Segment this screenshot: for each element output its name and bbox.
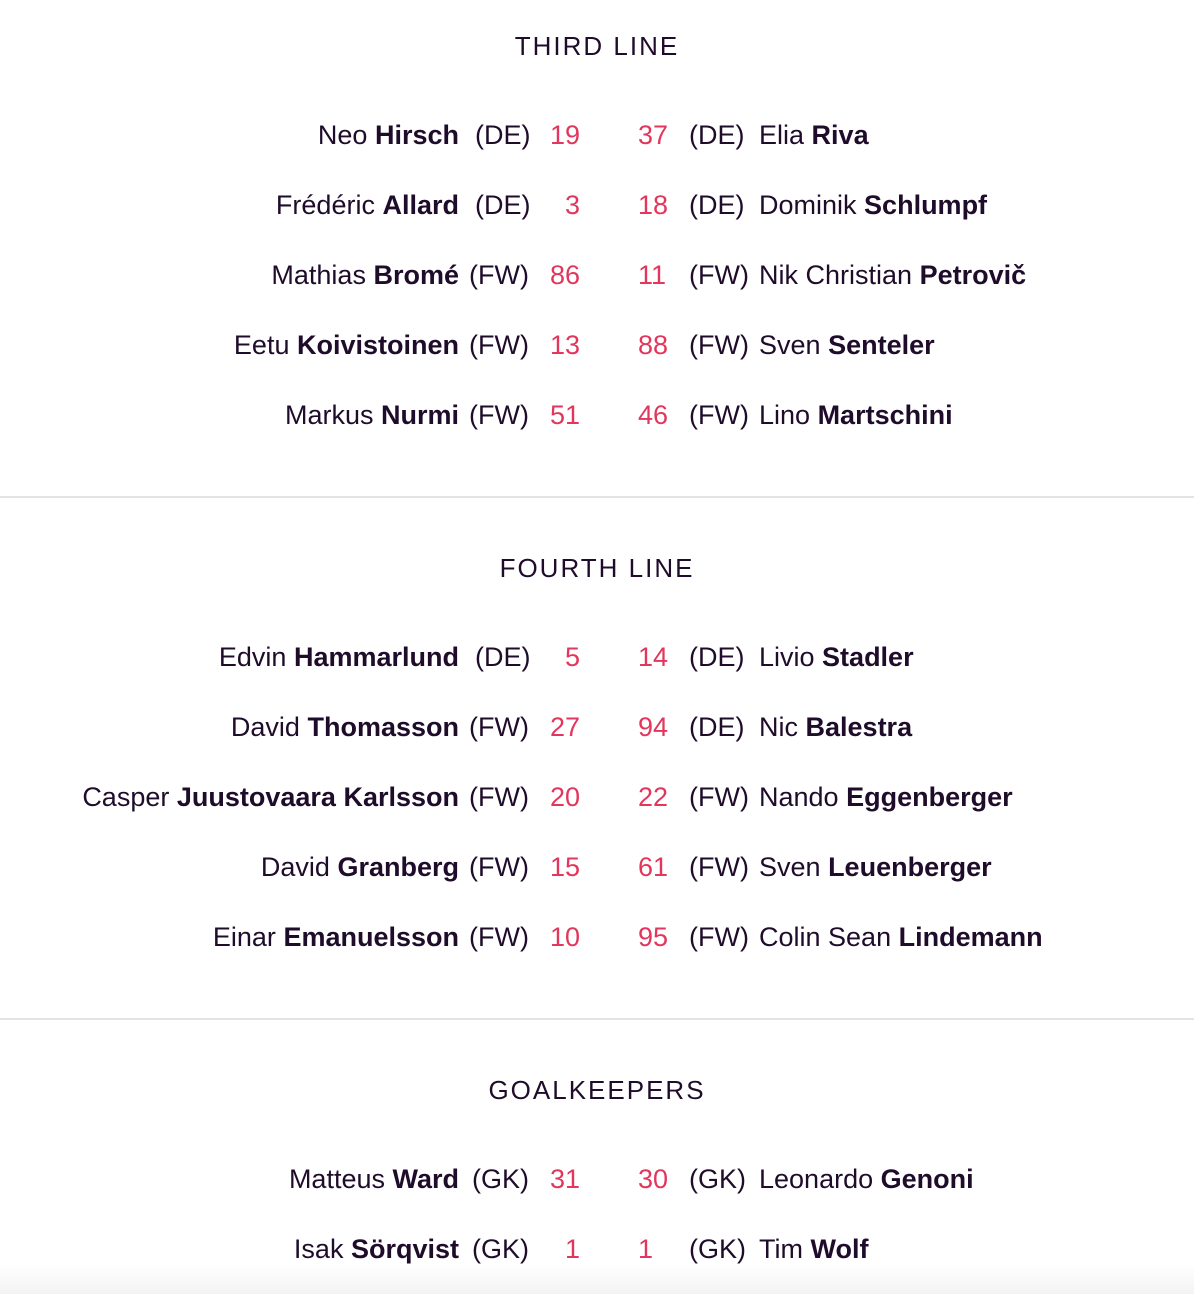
jersey-number-home: 19 [549, 120, 580, 150]
player-position-home: (FW) [469, 712, 529, 742]
player-position-home: (DE) [475, 190, 531, 220]
jersey-number-home: 20 [549, 782, 580, 812]
jersey-number-home: 15 [549, 852, 580, 882]
player-name-home[interactable]: Neo Hirsch [317, 120, 459, 150]
player-name-away[interactable]: Leonardo Genoni [759, 1164, 974, 1194]
player-name-home[interactable]: Edvin Hammarlund [218, 642, 459, 672]
lineup-row [0, 707, 1194, 747]
player-position-home: (DE) [475, 642, 531, 672]
player-name-away[interactable]: Elia Riva [759, 120, 869, 150]
lineup-row [0, 847, 1194, 887]
lineup-row [0, 185, 1194, 225]
player-position-home: (FW) [469, 400, 529, 430]
player-name-away[interactable]: Tim Wolf [759, 1234, 869, 1264]
player-position-away: (FW) [689, 852, 749, 882]
jersey-number-away: 61 [638, 852, 669, 882]
jersey-number-home: 31 [549, 1164, 580, 1194]
jersey-number-away: 18 [638, 190, 669, 220]
jersey-number-away: 95 [638, 922, 669, 952]
player-position-away: (DE) [689, 190, 745, 220]
jersey-number-away: 37 [638, 120, 669, 150]
player-position-away: (DE) [689, 642, 745, 672]
section-divider [0, 1018, 1194, 1020]
player-position-home: (FW) [469, 922, 529, 952]
player-name-away[interactable]: Nik Christian Petrovič [759, 260, 1027, 290]
lineup-row [0, 1159, 1194, 1199]
player-name-home[interactable]: Einar Emanuelsson [212, 922, 459, 952]
jersey-number-home: 5 [564, 642, 580, 672]
jersey-number-away: 22 [638, 782, 669, 812]
bottom-fade [0, 1264, 1194, 1294]
player-name-away[interactable]: Nando Eggenberger [759, 782, 1013, 812]
section-title: FOURTH LINE [499, 553, 695, 583]
jersey-number-away: 1 [638, 1234, 654, 1264]
player-position-home: (FW) [469, 852, 529, 882]
player-name-home[interactable]: Casper Juustovaara Karlsson [82, 782, 459, 812]
player-position-away: (DE) [689, 120, 745, 150]
player-name-away[interactable]: Sven Senteler [759, 330, 935, 360]
player-position-home: (FW) [469, 260, 529, 290]
lineup-row [0, 395, 1194, 435]
player-position-home: (FW) [469, 782, 529, 812]
player-position-away: (FW) [689, 400, 749, 430]
section-title: THIRD LINE [514, 31, 680, 61]
jersey-number-home: 1 [564, 1234, 580, 1264]
lineup-row [0, 1229, 1194, 1269]
lineup-row [0, 325, 1194, 365]
player-name-home[interactable]: Matteus Ward [288, 1164, 459, 1194]
jersey-number-away: 88 [638, 330, 669, 360]
player-position-away: (FW) [689, 260, 749, 290]
jersey-number-home: 13 [549, 330, 580, 360]
player-position-home: (FW) [469, 330, 529, 360]
player-position-home: (GK) [472, 1234, 529, 1264]
jersey-number-home: 86 [549, 260, 580, 290]
jersey-number-away: 46 [638, 400, 669, 430]
player-name-away[interactable]: Livio Stadler [759, 642, 914, 672]
lineup-row [0, 777, 1194, 817]
jersey-number-home: 10 [549, 922, 580, 952]
section-title: GOALKEEPERS [488, 1075, 706, 1105]
lineup-row [0, 637, 1194, 677]
player-position-home: (GK) [472, 1164, 529, 1194]
player-name-home[interactable]: Markus Nurmi [284, 400, 459, 430]
player-position-away: (FW) [689, 330, 749, 360]
player-name-away[interactable]: Nic Balestra [759, 712, 913, 742]
section-divider [0, 496, 1194, 498]
jersey-number-home: 3 [564, 190, 580, 220]
player-name-home[interactable]: David Granberg [260, 852, 459, 882]
player-position-away: (DE) [689, 712, 745, 742]
jersey-number-away: 94 [638, 712, 669, 742]
lineup-row [0, 255, 1194, 295]
player-name-home[interactable]: Eetu Koivistoinen [233, 330, 459, 360]
player-name-away[interactable]: Lino Martschini [759, 400, 953, 430]
jersey-number-away: 11 [638, 260, 667, 290]
player-name-home[interactable]: David Thomasson [230, 712, 459, 742]
jersey-number-away: 30 [638, 1164, 669, 1194]
player-name-home[interactable]: Mathias Bromé [271, 260, 459, 290]
lineup-row [0, 917, 1194, 957]
jersey-number-home: 27 [549, 712, 580, 742]
player-name-away[interactable]: Sven Leuenberger [759, 852, 992, 882]
jersey-number-away: 14 [638, 642, 669, 672]
player-position-away: (GK) [689, 1234, 746, 1264]
jersey-number-home: 51 [549, 400, 580, 430]
player-name-away[interactable]: Colin Sean Lindemann [759, 922, 1043, 952]
player-name-away[interactable]: Dominik Schlumpf [759, 190, 988, 220]
player-position-away: (FW) [689, 922, 749, 952]
player-position-away: (FW) [689, 782, 749, 812]
player-name-home[interactable]: Frédéric Allard [275, 190, 459, 220]
player-position-home: (DE) [475, 120, 531, 150]
lineup-row [0, 115, 1194, 155]
player-position-away: (GK) [689, 1164, 746, 1194]
player-name-home[interactable]: Isak Sörqvist [293, 1234, 459, 1264]
